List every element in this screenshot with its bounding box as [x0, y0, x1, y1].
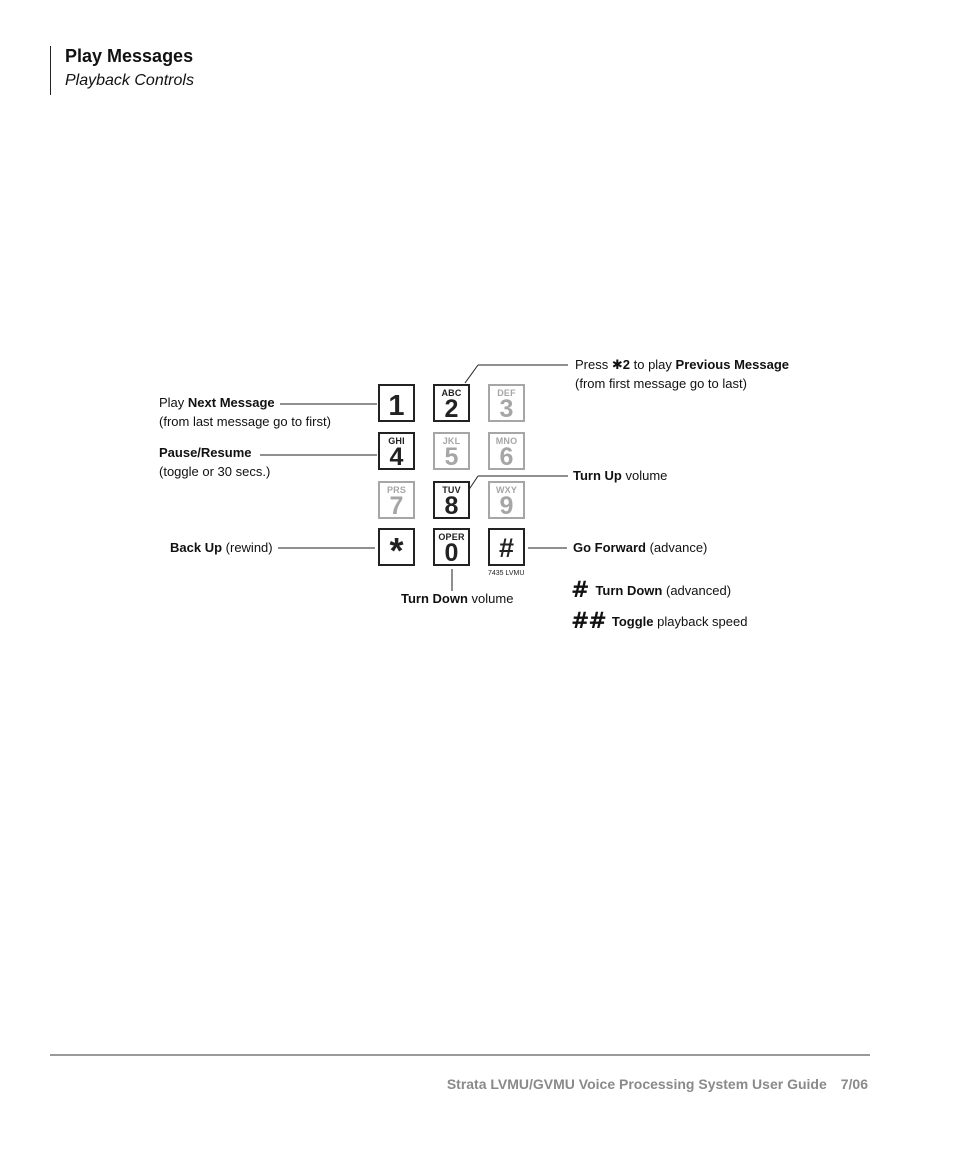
key-7 — [378, 481, 415, 519]
footer-rule — [50, 1054, 870, 1056]
callout-back-up — [170, 538, 273, 557]
key-star — [378, 528, 415, 571]
callout-turn-down — [401, 589, 513, 608]
hash-command-bold: Turn Down — [595, 583, 663, 598]
footer — [447, 1076, 868, 1092]
key-0 — [433, 528, 470, 566]
callout-prefix: Press — [575, 357, 609, 372]
key-digit: 4 — [389, 443, 404, 471]
key-letters: TUV — [442, 485, 461, 495]
key-letters: WXY — [495, 485, 518, 495]
footer-date: 7/06 — [840, 1076, 868, 1092]
callout-bold: Turn Down — [401, 591, 468, 606]
callout-rest: volume — [471, 591, 514, 606]
line-previous-message — [465, 365, 478, 383]
callout-keys: ✱2 — [611, 357, 630, 372]
key-digit: 5 — [444, 443, 459, 471]
callout-bold: Back Up — [170, 540, 223, 555]
hash-command-bold: Toggle — [611, 614, 654, 629]
key-hash — [488, 528, 525, 566]
hash-glyph: # — [498, 533, 515, 563]
key-letters: PRS — [386, 485, 407, 495]
figure-id: 7435 LVMU — [488, 570, 525, 577]
callout-previous-message — [575, 355, 789, 393]
callout-bold: Go Forward — [573, 540, 646, 555]
key-digit: 6 — [499, 443, 514, 471]
footer-guide-title: Strata LVMU/GVMU Voice Processing System User Guide — [446, 1076, 827, 1092]
callout-pause-resume — [159, 443, 270, 481]
callout-next-message — [159, 393, 331, 431]
key-9 — [488, 481, 525, 519]
double-hash-symbol: ## — [571, 608, 606, 634]
callout-go-forward — [573, 538, 707, 557]
callout-bold: Next Message — [187, 395, 275, 410]
key-digit: 7 — [389, 492, 404, 520]
key-letters: GHI — [388, 436, 405, 446]
key-3 — [488, 384, 525, 422]
hash-symbol: # — [571, 577, 590, 603]
key-digit: 1 — [388, 390, 405, 422]
key-letters: MNO — [495, 436, 518, 446]
key-5 — [433, 432, 470, 470]
callout-bold: Pause/Resume — [159, 445, 252, 460]
callout-line2: (toggle or 30 secs.) — [159, 464, 271, 479]
page-title: Play Messages — [65, 46, 194, 66]
hash-command-rest: playback speed — [657, 614, 748, 629]
key-digit: 8 — [444, 492, 459, 520]
key-8 — [433, 481, 470, 519]
callout-rest: volume — [625, 468, 668, 483]
star-glyph: * — [389, 530, 404, 571]
key-digit: 9 — [499, 492, 514, 520]
callout-rest: (advance) — [649, 540, 708, 555]
hash-command-turn-down — [571, 577, 732, 603]
callout-line2: (from first message go to last) — [575, 376, 747, 391]
hash-command-toggle — [571, 608, 748, 634]
key-2 — [433, 384, 470, 422]
page-subtitle: Playback Controls — [65, 72, 194, 89]
callout-prefix: Play — [159, 395, 185, 410]
callout-bold: Previous Message — [675, 357, 789, 372]
hash-command-rest: (advanced) — [665, 583, 732, 598]
callout-line2: (from last message go to first) — [159, 414, 331, 429]
callout-rest: (rewind) — [225, 540, 273, 555]
key-letters: JKL — [442, 436, 461, 446]
key-letters: DEF — [497, 388, 516, 398]
callout-turn-up — [573, 466, 667, 485]
key-letters: OPER — [438, 532, 465, 542]
key-1 — [378, 384, 415, 422]
key-digit: 3 — [499, 395, 514, 423]
callout-middle: to play — [633, 357, 672, 372]
key-4 — [378, 432, 415, 470]
key-digit: 0 — [444, 539, 459, 567]
header-rule — [50, 46, 51, 95]
callout-bold: Turn Up — [573, 468, 622, 483]
key-letters: ABC — [441, 388, 462, 398]
key-6 — [488, 432, 525, 470]
key-digit: 2 — [444, 395, 459, 423]
